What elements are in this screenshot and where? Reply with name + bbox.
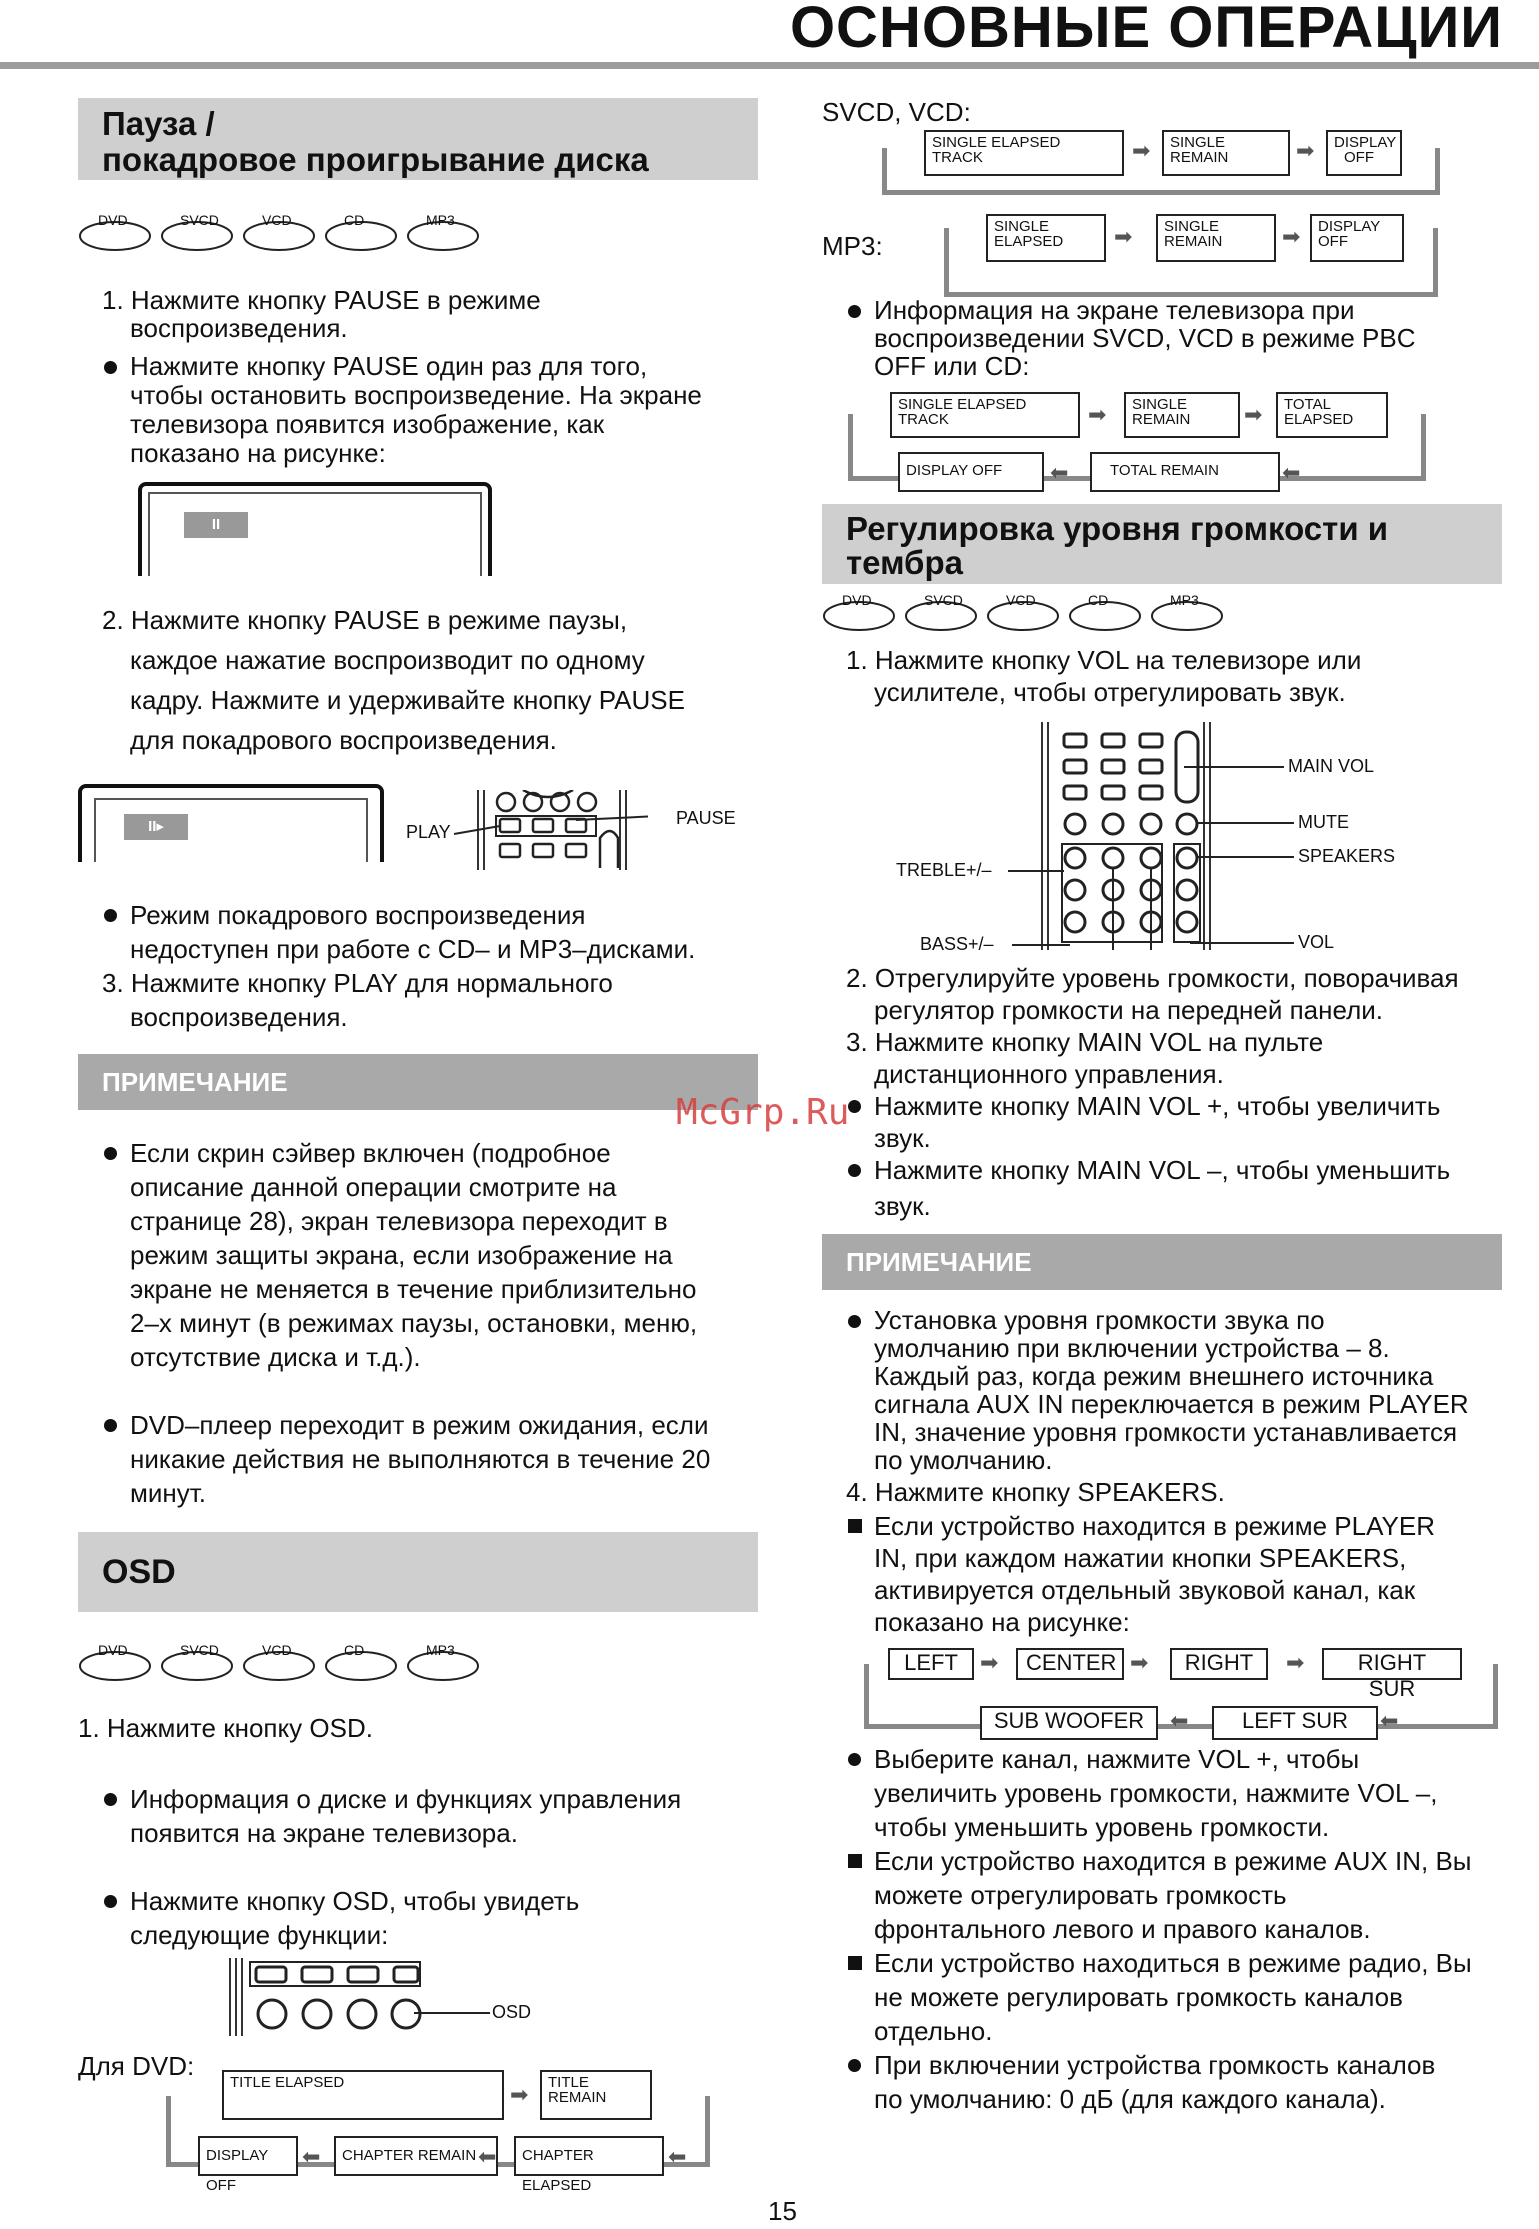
osd-box-single-elapsed-track: SINGLE ELAPSED TRACK — [890, 392, 1080, 438]
channel-right: RIGHT — [1170, 1648, 1268, 1680]
label-mute: MUTE — [1298, 812, 1349, 832]
pointer-line — [1012, 944, 1070, 946]
mp3-label: MP3: — [822, 231, 883, 261]
osd-box-display-off: DISPLAY OFF — [1310, 214, 1404, 262]
disc-mp3-icon: MP3 — [406, 212, 480, 252]
vol-step-1: 1. Нажмите кнопку VOL на телевизоре или усилителе, чтобы отрегулировать звук. — [846, 645, 1362, 707]
arrow-left-icon: ⬅ — [668, 2144, 687, 2169]
osd-box-single-remain: SINGLE REMAIN — [1162, 130, 1290, 176]
channel-left: LEFT — [888, 1648, 974, 1680]
bullet-item: Информация на экране телевизора при воспроизведении SVCD, VCD в режиме PBC OFF или CD: — [874, 296, 1416, 380]
disc-dvd-icon: DVD — [78, 1642, 152, 1682]
bullet-item: При включении устройства громкость каналов по умолчанию: 0 дБ (для каждого канала). — [874, 2048, 1435, 2116]
heading-line: Пауза / — [102, 105, 215, 142]
osd-box-single-remain: SINGLE REMAIN — [1124, 392, 1240, 438]
note-heading: ПРИМЕЧАНИЕ — [822, 1234, 1502, 1290]
label-main-vol: MAIN VOL — [1288, 756, 1375, 776]
vol-step-4: 4. Нажмите кнопку SPEAKERS. — [846, 1477, 1225, 1507]
channel-center: CENTER — [1016, 1648, 1124, 1680]
disc-icons — [78, 1642, 480, 1682]
disc-dvd-icon: DVD — [78, 212, 152, 252]
channel-sub-woofer: SUB WOOFER — [980, 1706, 1158, 1740]
osd-box-total-elapsed: TOTAL ELAPSED — [1276, 392, 1388, 438]
osd-box-single-remain: SINGLE REMAIN — [1156, 214, 1276, 262]
osd-box-display-off: DISPLAY OFF — [198, 2136, 298, 2176]
section-heading-pause — [78, 98, 758, 180]
tv-screen-pause — [138, 482, 492, 576]
remote-fragment-volume — [1040, 722, 1220, 950]
osd-box-title-elapsed: TITLE ELAPSED — [222, 2070, 504, 2120]
pointer-line — [414, 2012, 490, 2014]
disc-svcd-icon: SVCD — [160, 212, 234, 252]
arrow-right-icon: ➡ — [1114, 224, 1133, 249]
pointer-line — [1184, 766, 1284, 768]
bullet-item: Нажмите кнопку MAIN VOL –, чтобы уменьшить звук. — [874, 1152, 1450, 1224]
arrow-right-icon: ➡ — [1130, 1650, 1149, 1675]
section-heading-osd: OSD — [78, 1532, 758, 1612]
step-1: 1. Нажмите кнопку PAUSE в режиме воспроизведения. — [102, 285, 541, 343]
vol-step-2: 2. Отрегулируйте уровень громкости, поворачивая регулятор громкости на передней панели. — [846, 963, 1459, 1025]
header-rule — [0, 62, 1539, 69]
arrow-right-icon: ➡ — [1296, 138, 1315, 163]
label-osd: OSD — [492, 2002, 532, 2022]
disc-vcd-icon: VCD — [986, 592, 1060, 632]
disc-svcd-icon: SVCD — [160, 1642, 234, 1682]
arrow-right-icon: ➡ — [1088, 402, 1107, 427]
pause-indicator: II — [184, 512, 248, 538]
square-bullet-item: Если устройство находится в режиме PLAYER IN, при каждом нажатии кнопки SPEAKERS, активируется отдельный звуковой канал, как показано на рисунке: — [874, 1510, 1435, 1638]
watermark: McGrp.Ru — [676, 1092, 850, 1133]
page-title: ОСНОВНЫЕ ОПЕРАЦИИ — [789, 0, 1503, 60]
note-bullet: Установка уровня громкости звука по умолчанию при включении устройства – 8. Каждый раз, когда режим внешнего источника сигнала AUX IN переключается в режим PLAYER IN, значение уровня громкости устанавливается по умолчанию. — [874, 1306, 1469, 1474]
pointer-line — [1198, 822, 1294, 824]
arrow-right-icon: ➡ — [1286, 1650, 1305, 1675]
arrow-left-icon: ⬅ — [1050, 460, 1069, 485]
osd-box-title-remain: TITLE REMAIN — [540, 2070, 652, 2120]
osd-step-1: 1. Нажмите кнопку OSD. — [78, 1713, 373, 1743]
disc-dvd-icon: DVD — [822, 592, 896, 632]
osd-box-chapter-remain: CHAPTER REMAIN — [334, 2136, 498, 2176]
tv-screen-step — [78, 784, 384, 862]
remote-fragment-pause — [448, 790, 648, 870]
label-vol: VOL — [1298, 932, 1335, 952]
bullet-item: Режим покадрового воспроизведения недоступен при работе с CD– и MP3–дисками. — [130, 898, 695, 966]
label-bass: BASS+/– — [920, 934, 994, 954]
osd-box-display-off: DISPLAY OFF — [1326, 130, 1402, 176]
pointer-line — [1190, 942, 1294, 944]
square-bullet-item: Если устройство находиться в режиме радио, Вы не можете регулировать громкость каналов отдельно. — [874, 1946, 1472, 2048]
osd-box-total-remain: TOTAL REMAIN — [1090, 452, 1280, 492]
arrow-right-icon: ➡ — [1132, 138, 1151, 163]
label-speakers: SPEAKERS — [1298, 846, 1396, 866]
disc-cd-icon: CD — [324, 212, 398, 252]
arrow-right-icon: ➡ — [980, 1650, 999, 1675]
step-3: 3. Нажмите кнопку PLAY для нормального воспроизведения. — [102, 968, 613, 1032]
osd-box-single-elapsed: SINGLE ELAPSED — [986, 214, 1106, 262]
remote-fragment-osd — [228, 1958, 428, 2036]
arrow-left-icon: ⬅ — [1170, 1708, 1189, 1733]
arrow-right-icon: ➡ — [1244, 402, 1263, 427]
note-heading: ПРИМЕЧАНИЕ — [78, 1054, 758, 1110]
page-number: 15 — [768, 2196, 797, 2226]
bullet-item: Информация о диске и функциях управления появится на экране телевизора. — [130, 1782, 681, 1850]
osd-box-single-elapsed-track: SINGLE ELAPSED TRACK — [924, 130, 1124, 176]
label-treble: TREBLE+/– — [896, 860, 992, 880]
section-heading-volume: Регулировка уровня громкости и тембра — [822, 504, 1502, 584]
disc-vcd-icon: VCD — [242, 212, 316, 252]
step-2: 2. Нажмите кнопку PAUSE в режиме паузы, каждое нажатие воспроизводит по одному кадру. Нажмите и удерживайте кнопку PAUSE для покадрового воспроизведения. — [102, 605, 685, 755]
disc-cd-icon: CD — [324, 1642, 398, 1682]
arrow-right-icon: ➡ — [1282, 224, 1301, 249]
arrow-left-icon: ⬅ — [1282, 460, 1301, 485]
note-bullet: DVD–плеер переходит в режим ожидания, если никакие действия не выполняются в течение 20 минут. — [130, 1408, 710, 1510]
heading-line: покадровое проигрывание диска — [102, 141, 649, 178]
disc-mp3-icon: MP3 — [1150, 592, 1224, 632]
osd-box-chapter-elapsed: CHAPTER ELAPSED — [514, 2136, 664, 2176]
pointer-line — [1198, 856, 1294, 858]
step-indicator: II▸ — [124, 814, 188, 840]
disc-vcd-icon: VCD — [242, 1642, 316, 1682]
pointer-line — [1008, 870, 1064, 872]
channel-right-sur: RIGHT SUR — [1322, 1648, 1462, 1680]
arrow-left-icon: ⬅ — [302, 2144, 321, 2169]
square-bullet-item: Если устройство находится в режиме AUX IN, Вы можете отрегулировать громкость фронтального левого и правого каналов. — [874, 1844, 1471, 1946]
arrow-left-icon: ⬅ — [478, 2144, 497, 2169]
bullet-item: Выберите канал, нажмите VOL +, чтобы увеличить уровень громкости, нажмите VOL –, чтобы уменьшить уровень громкости. — [874, 1742, 1437, 1844]
arrow-right-icon: ➡ — [510, 2082, 529, 2107]
arrow-left-icon: ⬅ — [1380, 1708, 1399, 1733]
note-bullet: Если скрин сэйвер включен (подробное описание данной операции смотрите на странице 28), экран телевизора переходит в режим защиты экрана, если изображение на экране не меняется в течение приблизительно 2–х минут (в режимах паузы, остановки, меню, отсутствие диска и т.д.). — [130, 1136, 697, 1374]
osd-box-display-off: DISPLAY OFF — [898, 452, 1044, 492]
svcd-vcd-label: SVCD, VCD: — [822, 97, 971, 127]
disc-icons — [822, 592, 1224, 632]
bullet-item: Нажмите кнопку MAIN VOL +, чтобы увеличить звук. — [874, 1090, 1440, 1154]
disc-mp3-icon: MP3 — [406, 1642, 480, 1682]
disc-svcd-icon: SVCD — [904, 592, 978, 632]
vol-step-3: 3. Нажмите кнопку MAIN VOL на пульте дистанционного управления. — [846, 1027, 1324, 1089]
disc-cd-icon: CD — [1068, 592, 1142, 632]
for-dvd-label: Для DVD: — [78, 2051, 195, 2081]
channel-left-sur: LEFT SUR — [1212, 1706, 1378, 1740]
bullet-item: Нажмите кнопку OSD, чтобы увидеть следующие функции: — [130, 1884, 579, 1952]
disc-icons — [78, 212, 480, 252]
label-pause: PAUSE — [676, 808, 736, 828]
label-play: PLAY — [406, 822, 451, 842]
bullet-item: Нажмите кнопку PAUSE один раз для того, чтобы остановить воспроизведение. На экране телевизора появится изображение, как показано на рисунке: — [130, 352, 702, 468]
